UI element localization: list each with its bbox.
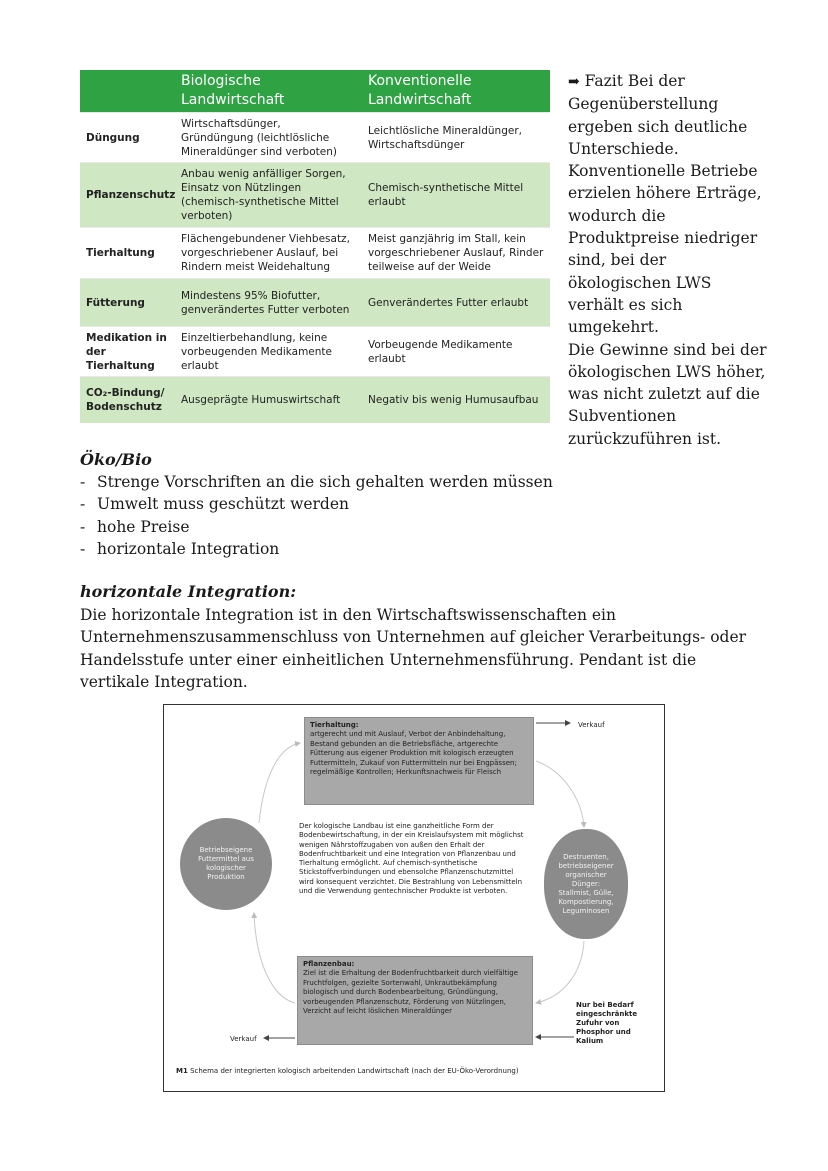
table-row — [80, 327, 550, 377]
cell-bio: Wirtschaftsdünger, Gründüngung (leichtlösliche Mineraldünger sind verboten) — [175, 113, 362, 163]
row-label: Pflanzenschutz — [80, 163, 175, 228]
pflanzenbau-title: Pflanzenbau: — [303, 960, 355, 968]
oeko-heading: Öko/Bio — [80, 450, 152, 469]
cell-konv: Leichtlösliche Mineraldünger, Wirtschaftsdünger — [362, 113, 550, 163]
center-description: Der kologische Landbau ist eine ganzheitliche Form der Bodenbewirtschaftung, in der ein Kreislaufsystem mit möglichst wenigen Nährstoffzugaben von außen den Erhalt der Bodenfruchtbarkeit und eine Integration von Pflanzenbau und Tierhaltung ermöglicht. Auf chemisch-synthetische Stickstoffverbindungen und ebensolche Pflanzenschutzmittel wird konsequent verzichtet. Die Bestrahlung von Lebensmitteln und die Verwendung gentechnischer Produkte ist verboten. — [299, 822, 524, 896]
arc-left-bottom — [254, 913, 295, 1003]
row-label: CO₂-Bindung/ Bodenschutz — [80, 377, 175, 423]
comparison-table — [80, 70, 550, 423]
fazit-paragraph — [568, 70, 768, 450]
table-header-konv: Konventionelle Landwirtschaft — [362, 70, 550, 113]
table-header-bio: Biologische Landwirtschaft — [175, 70, 362, 113]
zufuhr-label: Nur bei Bedarf eingeschränkte Zufuhr von Phosphor und Kalium — [576, 1001, 638, 1045]
list-item: - hohe Preise — [80, 517, 190, 536]
caption-text: Schema der integrierten kologisch arbeitenden Landwirtschaft (nach der EU-Öko-Verordnung) — [187, 1067, 519, 1075]
cell-konv: Chemisch-synthetische Mittel erlaubt — [362, 163, 550, 228]
arc-right-top — [536, 761, 584, 827]
caption-number: M1 — [176, 1067, 188, 1075]
pflanzenbau-text: Ziel ist die Erhaltung der Bodenfruchtbarkeit durch vielfältige Fruchtfolgen, gezielte Sortenwahl, Unkrautbekämpfung biologisch und durch Bodenbearbeitung, Gründüngung, vorbeugenden Pflanzenschutz, Förderung von Nützlingen, Verzicht auf leicht löslichen Mineraldünger — [303, 969, 518, 1016]
destruenten-circle: Destruenten, betriebseigener organischer Dünger: Stallmist, Gülle, Kompostierung, Leguminosen — [544, 829, 628, 939]
table-header-empty — [80, 70, 175, 113]
arc-right-bottom — [536, 941, 584, 1003]
table-row — [80, 113, 550, 163]
right-arrow-icon: ➡ — [568, 74, 580, 90]
cell-konv: Genverändertes Futter erlaubt — [362, 279, 550, 327]
table-header-row — [80, 70, 550, 113]
table-row — [80, 279, 550, 327]
cell-bio: Einzeltierbehandlung, keine vorbeugenden Medikamente erlaubt — [175, 327, 362, 377]
cell-konv: Meist ganzjährig im Stall, kein vorgeschriebener Auslauf, Rinder teilweise auf der Weide — [362, 228, 550, 279]
list-item: - horizontale Integration — [80, 539, 280, 558]
arc-left-top — [259, 743, 300, 823]
cell-bio: Flächengebundener Viehbesatz, vorgeschriebener Auslauf, bei Rindern meist Weidehaltung — [175, 228, 362, 279]
cell-bio: Anbau wenig anfälliger Sorgen, Einsatz von Nützlingen (chemisch-synthetische Mittel verboten) — [175, 163, 362, 228]
definition-heading: horizontale Integration: — [80, 582, 297, 601]
futtermittel-circle: Betriebseigene Futtermittel aus kologischer Produktion — [180, 818, 272, 910]
farming-cycle-diagram — [163, 704, 665, 1092]
pflanzenbau-box — [297, 956, 533, 1045]
verkauf-label-bottom: Verkauf — [230, 1035, 257, 1043]
list-item: - Strenge Vorschriften an die sich gehalten werden müssen — [80, 473, 553, 491]
cell-konv: Negativ bis wenig Humusaufbau — [362, 377, 550, 423]
row-label: Düngung — [80, 113, 175, 163]
tierhaltung-text: artgerecht und mit Auslauf, Verbot der Anbindehaltung, Bestand gebunden an die Betriebsfläche, artgerechte Fütterung aus eigener Produktion mit kologisch erzeugten Futtermitteln, Zukauf von Futtermitteln nur bei Engpässen; regelmäßige Kontrollen; Herkunftsnachweis für Fleisch — [310, 730, 517, 777]
verkauf-label-top: Verkauf — [578, 721, 605, 729]
fazit-text: Fazit Bei der Gegenüberstellung ergeben sich deutliche Unterschiede. Konventionelle Betriebe erzielen höhere Erträge, wodurch die Produktpreise niedriger sind, bei der ökologischen LWS verhält es sich umgekehrt. — [568, 72, 762, 337]
table-row — [80, 228, 550, 279]
tierhaltung-box — [304, 717, 534, 805]
row-label: Tierhaltung — [80, 228, 175, 279]
table-row — [80, 163, 550, 228]
oeko-list — [80, 471, 553, 560]
row-label: Fütterung — [80, 279, 175, 327]
row-label: Medikation in der Tierhaltung — [80, 327, 175, 377]
fazit-text-2: Die Gewinne sind bei der ökologischen LWS höher, was nicht zuletzt auf die Subventionen zurückzuführen ist. — [568, 340, 767, 448]
diagram-caption — [176, 1067, 646, 1076]
cell-bio: Mindestens 95% Biofutter, genverändertes Futter verboten — [175, 279, 362, 327]
definition-text: Die horizontale Integration ist in den Wirtschaftswissenschaften ein Unternehmenszusammenschluss von Unternehmen auf gleicher Verarbeitungs- oder Handelsstufe unter einer einheitlichen Unternehmensführung. Pendant ist die vertikale Integration. — [80, 606, 747, 691]
list-item: - Umwelt muss geschützt werden — [80, 495, 350, 514]
tierhaltung-title: Tierhaltung: — [310, 721, 359, 729]
cell-konv: Vorbeugende Medikamente erlaubt — [362, 327, 550, 377]
table-row — [80, 377, 550, 423]
cell-bio: Ausgeprägte Humuswirtschaft — [175, 377, 362, 423]
